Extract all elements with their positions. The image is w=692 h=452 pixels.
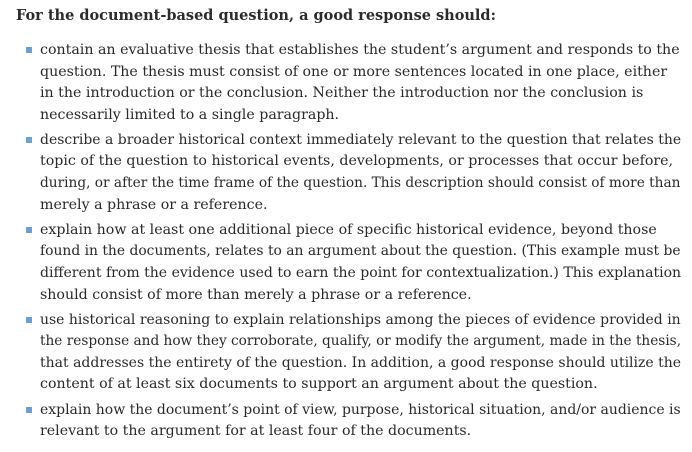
text-line: different from the evidence used to earn the point for contextualization.) This explanation	[40, 264, 682, 281]
criteria-list	[16, 40, 682, 443]
list-item	[16, 310, 682, 396]
list-item	[16, 40, 682, 126]
list-item-text	[40, 400, 682, 443]
square-bullet-icon	[26, 227, 32, 233]
list-item	[16, 400, 682, 443]
square-bullet-icon	[26, 47, 32, 53]
text-line: that addresses the entirety of the question. In addition, a good response should utilize the	[40, 354, 682, 371]
text-line: use historical reasoning to explain relationships among the pieces of evidence provided in	[40, 311, 681, 328]
square-bullet-icon	[26, 137, 32, 143]
text-line: describe a broader historical context immediately relevant to the question that relates the	[40, 131, 682, 148]
list-item-text	[40, 310, 682, 396]
text-line: question. The thesis must consist of one or more sentences located in one place, either	[40, 63, 668, 80]
section-heading: For the document-based question, a good response should:	[16, 7, 496, 24]
text-line: content of at least six documents to support an argument about the question.	[40, 376, 598, 393]
text-line: in the introduction or the conclusion. Neither the introduction nor the conclusion is	[40, 85, 644, 102]
square-bullet-icon	[26, 317, 32, 323]
text-line: should consist of more than merely a phrase or a reference.	[40, 286, 472, 303]
text-line: found in the documents, relates to an argument about the question. (This example must be	[40, 243, 681, 260]
text-line: during, or after the time frame of the question. This description should consist of more than	[40, 175, 681, 192]
text-line: topic of the question to historical events, developments, or processes that occur before,	[40, 153, 674, 170]
text-line: explain how the document’s point of view, purpose, historical situation, and/or audience is	[40, 401, 681, 418]
list-item	[16, 130, 682, 216]
list-item-text	[40, 220, 682, 306]
list-item	[16, 220, 682, 306]
text-line: relevant to the argument for at least four of the documents.	[40, 423, 472, 440]
text-line: necessarily limited to a single paragraph.	[40, 106, 340, 123]
text-line: merely a phrase or a reference.	[40, 196, 268, 213]
text-line: the response and how they corroborate, qualify, or modify the argument, made in the thesis,	[40, 333, 682, 350]
list-item-text	[40, 130, 682, 216]
text-line: explain how at least one additional piece of specific historical evidence, beyond those	[40, 221, 657, 238]
square-bullet-icon	[26, 407, 32, 413]
text-line: contain an evaluative thesis that establishes the student’s argument and responds to the	[40, 42, 680, 58]
list-item-text	[40, 40, 682, 126]
